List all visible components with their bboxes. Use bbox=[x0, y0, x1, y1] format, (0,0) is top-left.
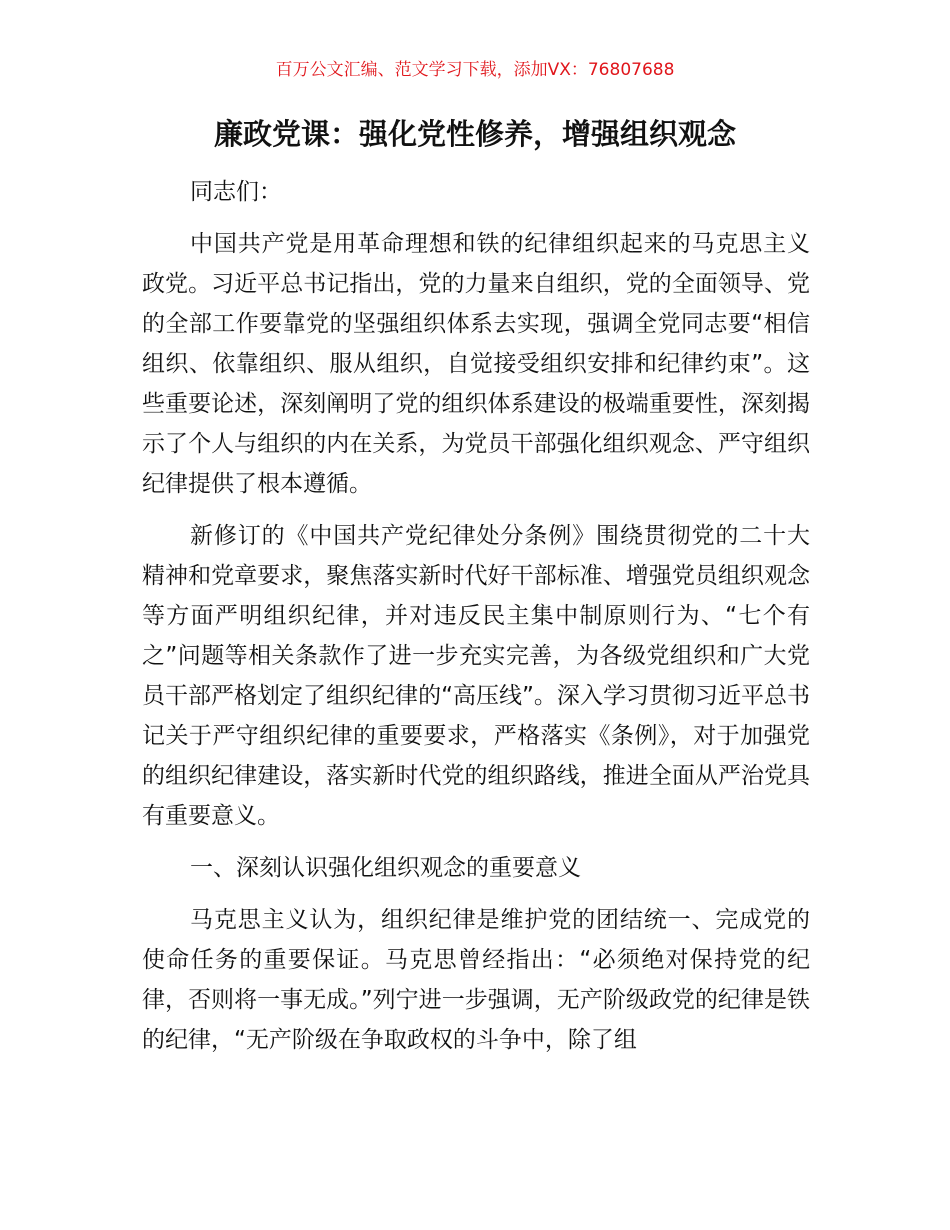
section-heading-1: 一、深刻认识强化组织观念的重要意义 bbox=[190, 855, 581, 881]
paragraph-3: 马克思主义认为，组织纪律是维护党的团结统一、完成党的使命任务的重要保证。马克思曾经指出：“必须绝对保持党的纪律，否则将一事无成。”列宁进一步强调，无产阶级政党的纪律是铁的纪律，“无产阶级在争取政权的斗争中，除了组 bbox=[142, 907, 810, 1053]
paragraph-2: 新修订的《中国共产党纪律处分条例》围绕贯彻党的二十大精神和党章要求，聚焦落实新时代好干部标准、增强党员组织观念等方面严明组织纪律，并对违反民主集中制原则行为、“七个有之”问题等相关条款作了进一步充实完善，为各级党组织和广大党员干部严格划定了组织纪律的“高压线”。深入学习贯彻习近平总书记关于严守组织纪律的重要要求，严格落实《条例》，对于加强党的组织纪律建设，落实新时代党的组织路线，推进全面从严治党具有重要意义。 bbox=[142, 523, 810, 829]
document-body bbox=[142, 224, 810, 1072]
paragraph-1: 中国共产党是用革命理想和铁的纪律组织起来的马克思主义政党。习近平总书记指出，党的力量来自组织，党的全面领导、党的全部工作要靠党的坚强组织体系去实现，强调全党同志要“相信组织、依靠组织、服从组织，自觉接受组织安排和纪律约束”。这些重要论述，深刻阐明了党的组织体系建设的极端重要性，深刻揭示了个人与组织的内在关系，为党员干部强化组织观念、严守组织纪律提供了根本遵循。 bbox=[142, 231, 810, 497]
salutation: 同志们： bbox=[190, 179, 282, 205]
document-title: 廉政党课：强化党性修养，增强组织观念 bbox=[213, 117, 736, 151]
watermark-banner: 百万公文汇编、范文学习下载，添加VX：76807688 bbox=[275, 60, 675, 80]
